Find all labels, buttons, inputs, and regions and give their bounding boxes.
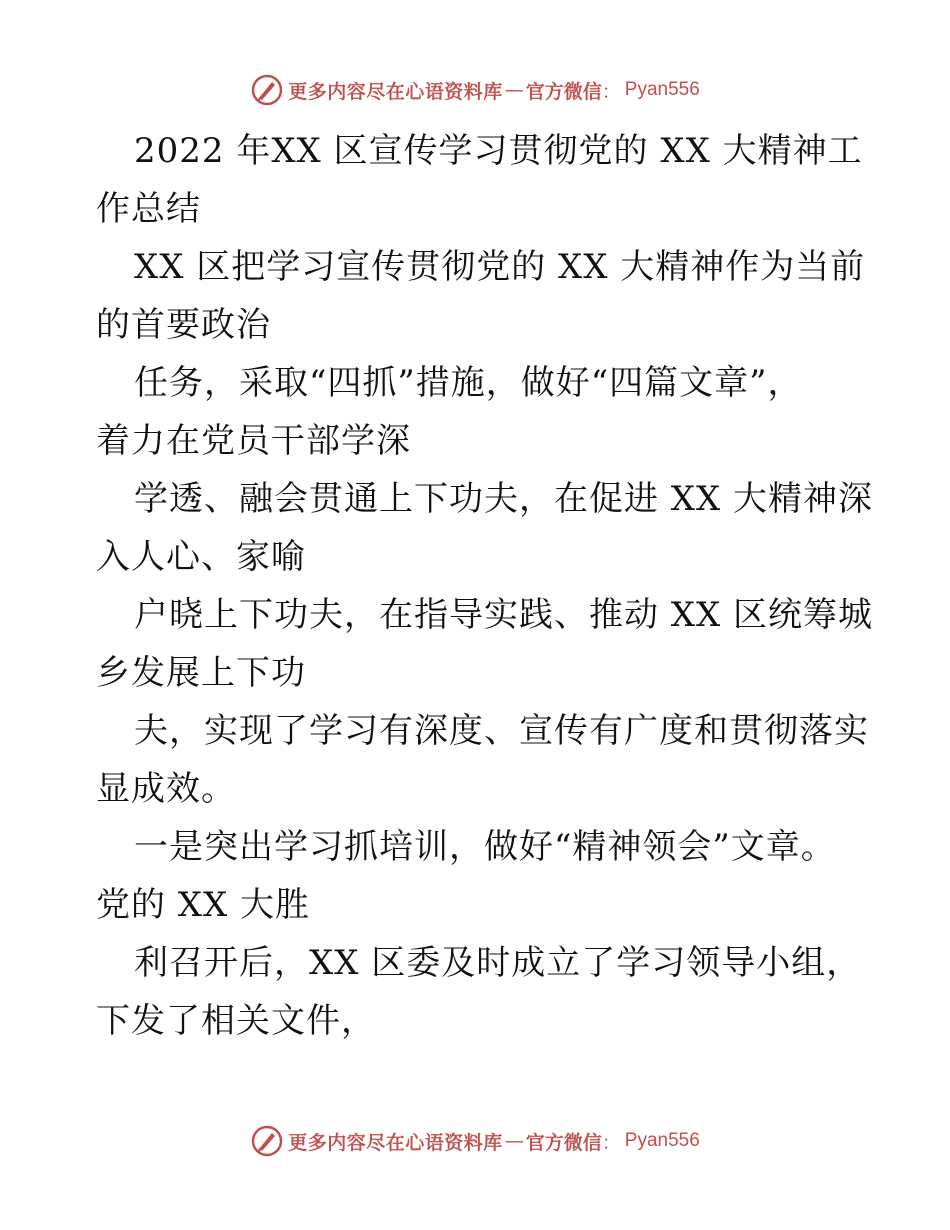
quill-pen-logo-icon [250,1124,284,1158]
banner-main-text: 更多内容尽在心语资料库 [288,1131,503,1154]
document-line: 户晓上下功夫，在指导实践、推动 XX 区统筹城 [134,595,874,635]
quill-pen-logo-icon [250,73,284,107]
document-line: 党的 XX 大胜 [96,885,311,925]
document-line: 夫，实现了学习有深度、宣传有广度和贯彻落实 [134,711,869,751]
document-line: 显成效。 [96,769,236,809]
banner-colon: ： [601,1131,621,1154]
header-banner [0,70,950,110]
document-line: 一是突出学习抓培训，做好“精神领会”文章。 [134,827,836,867]
document-line: 乡发展上下功 [96,653,306,693]
banner-wechat-id: Pyan556 [624,79,700,100]
document-line: 任务，采取“四抓”措施，做好“四篇文章”， [134,363,803,403]
banner-colon: ： [601,80,621,103]
document-line: 学透、融会贯通上下功夫，在促进 XX 大精神深 [134,479,874,519]
document-line: 入人心、家喻 [96,537,306,577]
document-line: 利召开后，XX 区委及时成立了学习领导小组， [134,943,862,983]
document-line: 2022 年XX 区宣传学习贯彻党的 XX 大精神工 [134,131,863,171]
banner-wechat-label: 官方微信 [525,80,602,103]
banner-main-text: 更多内容尽在心语资料库 [288,80,503,103]
banner-separator: — [504,1130,524,1152]
banner-separator: — [504,79,524,101]
document-line: 作总结 [96,189,201,229]
footer-banner [0,1121,950,1161]
document-line: 的首要政治 [96,305,271,345]
document-body [96,122,874,1050]
document-line: 下发了相关文件， [96,1001,376,1041]
document-line: 着力在党员干部学深 [96,421,411,461]
document-line: XX 区把学习宣传贯彻党的 XX 大精神作为当前 [134,247,866,287]
banner-wechat-id: Pyan556 [624,1130,700,1151]
banner-wechat-label: 官方微信 [525,1131,602,1154]
